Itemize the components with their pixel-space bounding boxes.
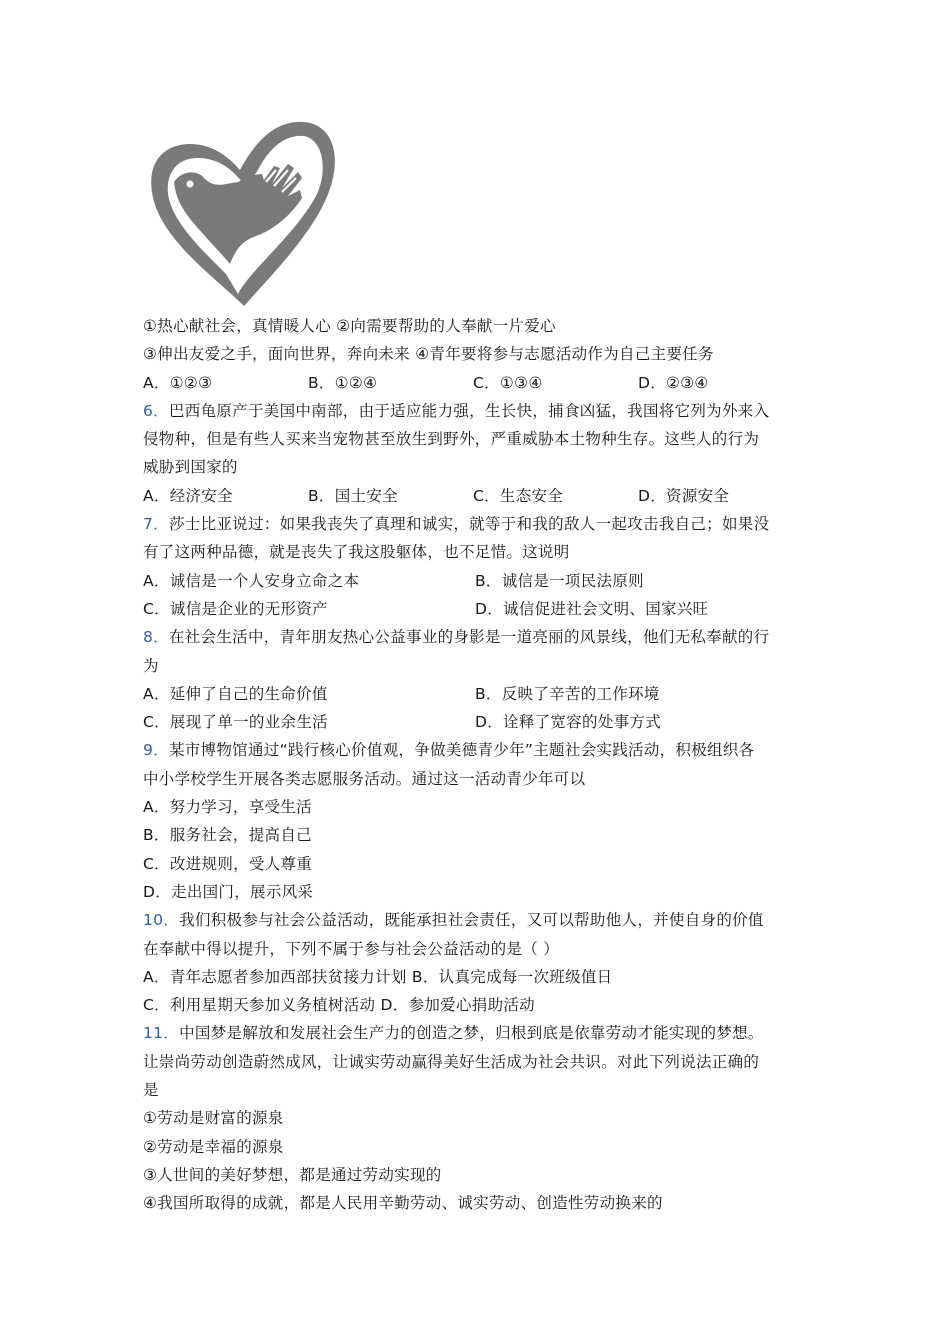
question-10-line-1 bbox=[143, 906, 813, 934]
question-text: 在社会生活中，青年朋友热心公益事业的身影是一道亮丽的风景线，他们无私奉献的行 bbox=[168, 628, 770, 647]
option-b: B．反映了辛苦的工作环境 bbox=[475, 684, 660, 703]
question-number: 9． bbox=[143, 741, 169, 760]
question-6-line-3: 威胁到国家的 bbox=[143, 458, 238, 477]
option-c: C．诚信是企业的无形资产 bbox=[143, 599, 328, 618]
option-a: A．延伸了自己的生命价值 bbox=[143, 684, 328, 703]
question-number: 10． bbox=[143, 911, 180, 930]
question-8-line-2: 为 bbox=[143, 656, 159, 675]
question-11-item-4: ④我国所取得的成就，都是人民用辛勤劳动、诚实劳动、创造性劳动换来的 bbox=[143, 1194, 663, 1213]
question-8-options-row-1 bbox=[143, 680, 813, 708]
option-d: D．资源安全 bbox=[638, 486, 730, 505]
question-10-line-2: 在奉献中得以提升，下列不属于参与社会公益活动的是（ ） bbox=[143, 939, 560, 958]
option-b: B．服务社会，提高自己 bbox=[143, 826, 312, 845]
question-content bbox=[143, 312, 813, 1218]
question-7-line-1 bbox=[143, 510, 813, 538]
question-text: 我们积极参与社会公益活动，既能承担社会责任，又可以帮助他人，并使自身的价值 bbox=[179, 911, 764, 930]
question-6-options bbox=[143, 482, 813, 510]
option-d: D．诠释了宽容的处事方式 bbox=[475, 713, 662, 732]
question-11-item-2: ②劳动是幸福的源泉 bbox=[143, 1137, 284, 1156]
question-11-line-3: 是 bbox=[143, 1081, 159, 1100]
question-number: 7． bbox=[143, 515, 169, 534]
question-9-line-1 bbox=[143, 736, 813, 764]
option-c: C．改进规则，受人尊重 bbox=[143, 854, 313, 873]
question-11-line-1 bbox=[143, 1019, 813, 1047]
question-6-line-2: 侵物种，但是有些人买来当宠物甚至放生到野外，严重威胁本土物种生存。这些人的行为 bbox=[143, 430, 760, 449]
question-text: 中国梦是解放和发展社会生产力的创造之梦，归根到底是依靠劳动才能实现的梦想。 bbox=[179, 1024, 764, 1043]
option-b: B．诚信是一项民法原则 bbox=[475, 571, 644, 590]
option-d: D．走出国门，展示风采 bbox=[143, 882, 314, 901]
option-c: C．生态安全 bbox=[473, 486, 564, 505]
question-11-line-2: 让崇尚劳动创造蔚然成风，让诚实劳动赢得美好生活成为社会共识。对此下列说法正确的 bbox=[143, 1052, 760, 1071]
heart-dove-hand-logo bbox=[146, 118, 338, 310]
question-10-options-row-1: A．青年志愿者参加西部扶贫接力计划 B．认真完成每一次班级值日 bbox=[143, 967, 613, 986]
question-number: 8． bbox=[143, 628, 169, 647]
question-10-options-row-2: C．利用星期天参加义务植树活动 D．参加爱心捐助活动 bbox=[143, 996, 535, 1015]
option-a: A．①②③ bbox=[143, 373, 213, 392]
question-number: 6． bbox=[143, 401, 169, 420]
option-b: B．国土安全 bbox=[308, 486, 398, 505]
question-7-line-2: 有了这两种品德，就是丧失了我这股躯体，也不足惜。这说明 bbox=[143, 543, 570, 562]
question-5-options bbox=[143, 369, 813, 397]
question-text: 莎士比亚说过：如果我丧失了真理和诚实，就等于和我的敌人一起攻击我自己；如果没 bbox=[168, 515, 770, 534]
question-8-line-1 bbox=[143, 623, 813, 651]
question-5-statement-2: ③伸出友爱之手，面向世界，奔向未来 ④青年要将参与志愿活动作为自己主要任务 bbox=[143, 345, 714, 364]
question-text: 巴西龟原产于美国中南部，由于适应能力强，生长快，捕食凶猛，我国将它列为外来入 bbox=[168, 401, 770, 420]
question-5-statement-1: ①热心献社会，真情暖人心 ②向需要帮助的人奉献一片爱心 bbox=[143, 317, 556, 335]
option-d: D．②③④ bbox=[638, 373, 709, 392]
question-8-options-row-2 bbox=[143, 708, 813, 736]
option-c: C．①③④ bbox=[473, 373, 543, 392]
question-number: 11． bbox=[143, 1024, 180, 1043]
option-c: C．展现了单一的业余生活 bbox=[143, 713, 328, 732]
option-a: A．诚信是一个人安身立命之本 bbox=[143, 571, 360, 590]
question-9-line-2: 中小学校学生开展各类志愿服务活动。通过这一活动青少年可以 bbox=[143, 769, 586, 788]
question-11-item-1: ①劳动是财富的源泉 bbox=[143, 1109, 284, 1128]
option-a: A．经济安全 bbox=[143, 486, 233, 505]
question-text: 某市博物馆通过“践行核心价值观，争做美德青少年”主题社会实践活动，积极组织各 bbox=[168, 741, 755, 760]
question-7-options-row-2 bbox=[143, 595, 813, 623]
option-a: A．努力学习，享受生活 bbox=[143, 798, 312, 817]
question-11-item-3: ③人世间的美好梦想，都是通过劳动实现的 bbox=[143, 1165, 442, 1184]
option-d: D．诚信促进社会文明、国家兴旺 bbox=[475, 599, 709, 618]
question-7-options-row-1 bbox=[143, 567, 813, 595]
question-6-line-1 bbox=[143, 397, 813, 425]
option-b: B．①②④ bbox=[308, 373, 378, 392]
